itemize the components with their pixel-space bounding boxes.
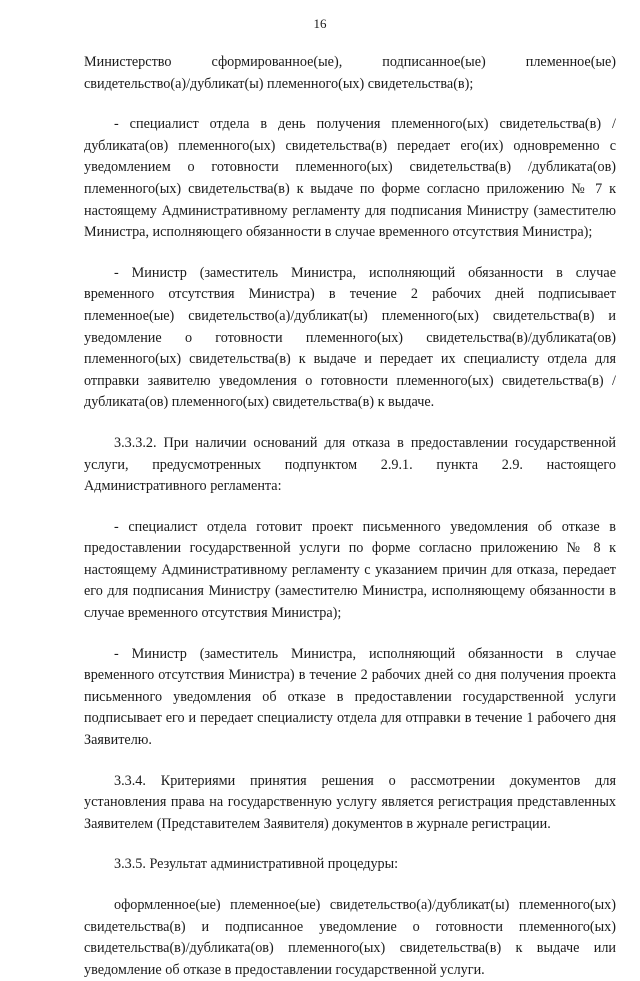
paragraph-decision-criteria: 3.3.4. Критериями принятия решения о рассмотрении документов для установления права на государственную услугу является регистрация представленных Заявителем (Представителем Заявителя) документов в журнале регистрации.: [84, 772, 616, 832]
paragraph-refusal-grounds: 3.3.3.2. При наличии оснований для отказа в предоставлении государственной услуги, предусмотренных подпунктом 2.9.1. пункта 2.9. настоящего Административного регламента:: [84, 434, 616, 495]
paragraph-minister-signs: - Министр (заместитель Министра, исполняющий обязанности в случае временного отсутствия Министра) в течение 2 рабочих дней подписывает племенное(ые) свидетельство(а)/дубликат(ы) племенного(ых) свидетельства(в) и уведомление о готовности племенного(ых) свидетельства(в)/дубликата(ов) племенного(ых) свидетельства(в) к выдаче и передает их специалисту отдела для отправки заявителю уведомления о готовности племенного(ых) свидетельства(в) /дубликата(ов) племенного(ых) свидетельства(в) к выдаче.: [84, 264, 616, 411]
paragraph-result-heading: 3.3.5. Результат административной процедуры:: [114, 856, 399, 873]
paragraph-minister-refusal: - Министр (заместитель Министра, исполняющий обязанности в случае временного отсутствия Министра) в течение 2 рабочих дней со дня получения проекта письменного уведомления об отказе в предоставлении государственной услуги подписывает его и передает специалисту отдела для отправки в течение 1 рабочего дня Заявителю.: [84, 645, 616, 749]
page-number: 16: [313, 16, 327, 31]
paragraph-refusal-draft: - специалист отдела готовит проект письменного уведомления об отказе в предоставлении государственной услуги по форме согласно приложению № 8 к настоящему Административному регламенту с указанием причин для отказа, передает его для подписания Министру (заместителю Министра, исполняющему обязанности в случае временного отсутствия Министра);: [84, 518, 616, 622]
paragraph-result: оформленное(ые) племенное(ые) свидетельство(а)/дубликат(ы) племенного(ых) свидетельства(в) и подписанное уведомление о готовности племенного(ых) свидетельства(в)/дубликата(ов) племенного(ых) свидетельства(в) к выдаче или уведомление об отказе в предоставлении государственной услуги.: [84, 897, 616, 978]
document-body: [84, 52, 616, 981]
paragraph-ministry-formed: Министерство сформированное(ые), подписанное(ые) племенное(ые) свидетельство(а)/дубликат(ы) племенного(ых) свидетельства(в);: [84, 54, 616, 92]
paragraph-specialist-transfer: - специалист отдела в день получения племенного(ых) свидетельства(в) /дубликата(ов) племенного(ых) свидетельства(в) передает его(их) одновременно с уведомлением о готовности племенного(ых) свидетельства(в) /дубликата(ов) племенного(ых) свидетельства(в) к выдаче по форме согласно приложению № 7 к настоящему Административному регламенту для подписания Министру (заместителю Министра, исполняющего обязанности в случае временного отсутствия Министра);: [84, 116, 616, 241]
